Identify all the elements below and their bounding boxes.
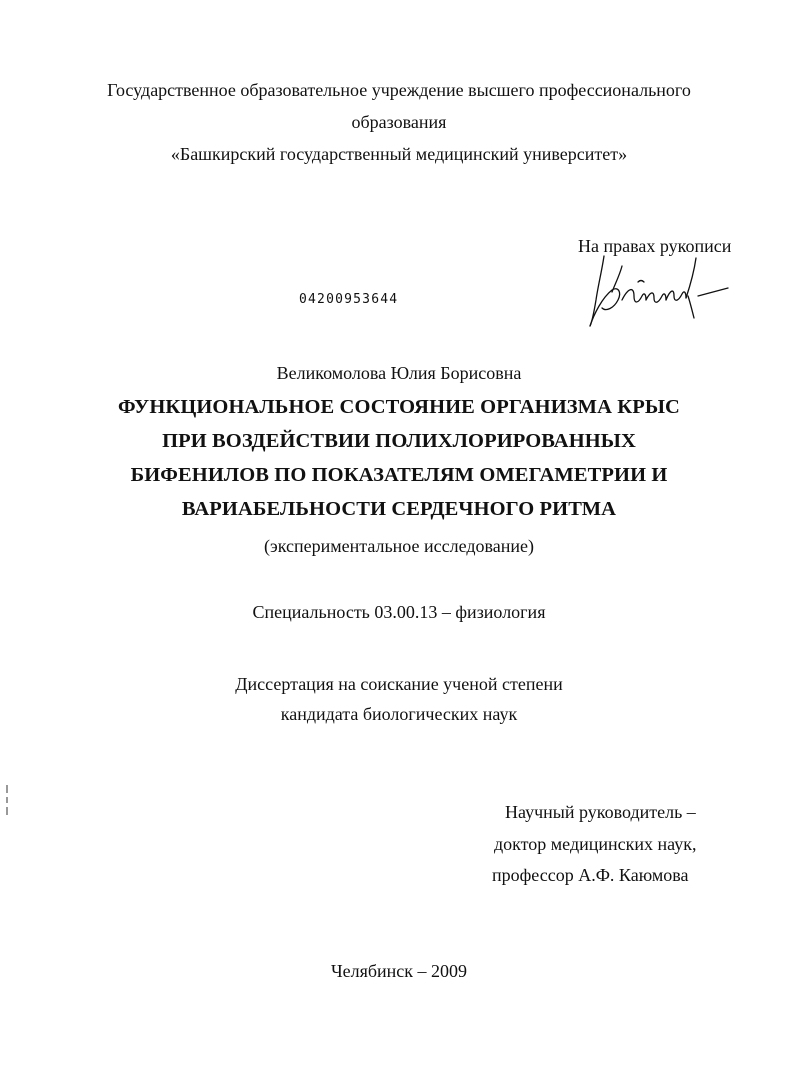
author-name: Великомолова Юлия Борисовна xyxy=(276,363,522,383)
study-type-subtitle: (экспериментальное исследование) xyxy=(263,536,535,556)
institution-line-2: образования xyxy=(351,112,447,132)
dissertation-title-line-2: ПРИ ВОЗДЕЙСТВИИ ПОЛИХЛОРИРОВАННЫХ xyxy=(162,430,636,452)
degree-line-2: кандидата биологических наук xyxy=(280,704,518,724)
scan-edge-mark xyxy=(5,785,9,815)
supervisor-line-2: доктор медицинских наук, xyxy=(494,834,697,854)
dissertation-title-line-3: БИФЕНИЛОВ ПО ПОКАЗАТЕЛЯМ ОМЕГАМЕТРИИ И xyxy=(130,464,668,486)
supervisor-line-3: профессор А.Ф. Каюмова xyxy=(492,865,689,885)
institution-line-3: «Башкирский государственный медицинский университет» xyxy=(170,144,628,164)
archive-stamp-number: 04200953644 xyxy=(299,292,399,307)
dissertation-title-line-4: ВАРИАБЕЛЬНОСТИ СЕРДЕЧНОГО РИТМА xyxy=(181,498,617,520)
handwritten-signature-icon xyxy=(582,252,732,332)
supervisor-line-1: Научный руководитель – xyxy=(505,802,696,822)
city-year: Челябинск – 2009 xyxy=(330,961,468,981)
dissertation-title-line-1: ФУНКЦИОНАЛЬНОЕ СОСТОЯНИЕ ОРГАНИЗМА КРЫС xyxy=(118,396,680,418)
specialty-line: Специальность 03.00.13 – физиология xyxy=(252,602,546,622)
institution-line-1: Государственное образовательное учреждение высшего профессионального xyxy=(107,80,691,100)
manuscript-note: На правах рукописи xyxy=(578,236,732,256)
degree-line-1: Диссертация на соискание ученой степени xyxy=(235,674,563,694)
